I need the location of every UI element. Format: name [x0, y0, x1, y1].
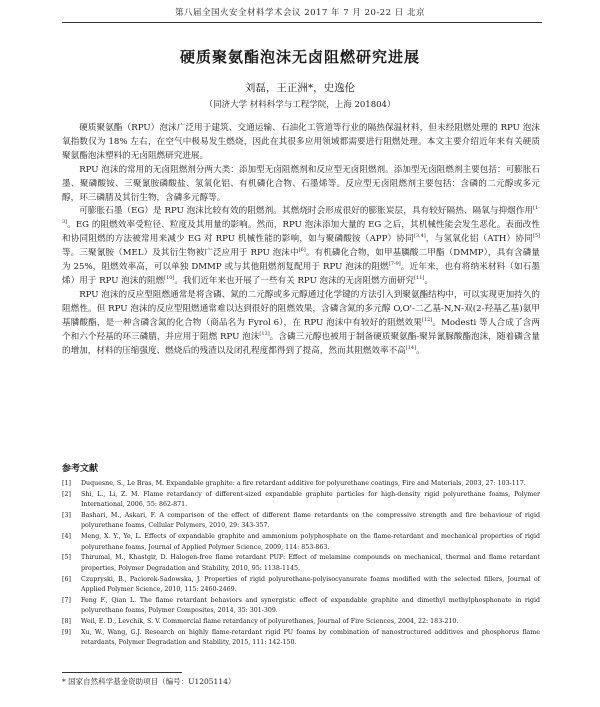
references-heading: 参考文献 — [62, 464, 99, 474]
reference-text: Thirumal, M., Khastgir, D. Halogen-free flame retardant PUF: Effect of melamine compounds on mechanical, thermal and flame retardant properties, Polymer Degradation and Stability, 2010, 95: 1138-1145. — [81, 554, 540, 572]
reference-text: Bashari, M., Askari, F. A comparison of the effect of different flame retardants on the compressive strength and fire behaviour of rigid polyurethane foams, Cellular Polymers, 2010, 29: 343-357. — [81, 512, 540, 530]
citation: [1-3] — [62, 205, 540, 226]
paragraph-4-text: RPU 泡沫的反应型阻燃通常是将含磷、氮的二元醇或多元醇通过化学键的方法引入到聚氨酯结构中，可以实现更加持久的阻燃性。但 RPU 泡沫的反应型阻燃通常难以达到很好的阻燃效果，含磷含氮的多元醇 O,O'-二乙基-N,N-双(2-羟基乙基)氨甲基膦酸酯，是一种含磷含氮的化合物（商品名为 Fyrol 6），在 RPU 泡沫中有较好的阻燃效果 — [62, 289, 540, 328]
header-rule — [62, 22, 542, 23]
reference-text: Czupryski, B., Paciorek-Sadowska, J. Properties of rigid polyurethane-polyisocyanurate foams modified with the selected fillers, Journal of Applied Polymer Science, 2010, 115: 2460-2469. — [81, 575, 540, 593]
citation: [14] — [405, 344, 417, 351]
reference-number: [6] — [62, 575, 71, 583]
reference-item — [62, 490, 540, 511]
reference-item — [62, 596, 540, 617]
paragraph-3-text: 。我们近年来也开展了一些有关 RPU 泡沫的无卤阻燃方面研究 — [174, 275, 415, 286]
paragraph-3-text: ，与氢氧化铝（ATH）协同 — [425, 234, 533, 245]
paragraph-4-text: 。Modesti 等人合成了含两个和六个羟基的环三磷腈，并应用于阻燃 RPU 泡沫 — [62, 317, 540, 342]
paragraph-4-text: 。 — [416, 345, 425, 356]
citation: [12] — [421, 316, 433, 323]
reference-text: Meng, X. Y., Ye, L. Effects of expandable graphite and ammonium polyphosphate on the flame-retardant and mechanical properties of rigid polyurethane foams, Journal of Applied Polymer Science, 2009, 114: 853-863. — [81, 533, 540, 551]
paragraph-3 — [62, 205, 540, 288]
paragraph-2-text: RPU 泡沫的常用的无卤阻燃剂分两大类：添加型无卤阻燃剂和反应型无卤阻燃剂。添加型无卤阻燃剂主要包括：可膨胀石墨、聚磷酸铵、三聚氰胺磷酸盐、氢氧化铝、有机磷化合物、石墨烯等。反应型无卤阻燃剂主要包括：含磷的二元醇或多元醇，环三磷腈及其衍生物，含磷多元醇等。 — [62, 164, 540, 203]
reference-text: Weil, E. D., Levchik, S. V. Commercial flame retardancy of polyurethanes, Journal of Fire Sciences, 2004, 22: 183-210. — [81, 618, 459, 626]
funding-footnote: * 国家自然科学基金资助项目（编号：U1205114） — [62, 677, 236, 686]
reference-text: Feng F., Qian L. The flame retardant behaviors and synergistic effect of expandable graphite and dimethyl methylphosphonate in rigid polyurethane foams, Polymer Composites, 2014, 35: 301-309. — [81, 596, 540, 615]
paragraph-3-text: 。 — [424, 275, 433, 286]
reference-list — [62, 479, 540, 649]
citation: [10] — [164, 275, 175, 282]
paper-title: 硬质聚氨酯泡沫无卤阻燃研究进展 — [179, 48, 420, 66]
citation: [3,4] — [413, 233, 426, 240]
citation: [5] — [532, 233, 540, 240]
reference-number: [7] — [62, 596, 71, 604]
reference-item — [62, 575, 540, 596]
author-list: 刘磊，王正洲*，史逸伦 — [244, 82, 356, 94]
reference-item — [62, 532, 540, 553]
paragraph-3-text: 。EG 的阻燃效率受粒径、粒度及其用量的影响。然而，RPU 泡沫添加大量的 EG 之后，其机械性能会发生恶化。表面改性和协同阻燃的方法被常用来减少 EG 对 RPU 机械性能的影响，如与聚磷酸铵（APP）协同 — [62, 220, 540, 245]
reference-text: Xu, W., Wang, G.J. Research on highly flame-retardant rigid PU foams by combination of nanostructured additives and phosphorus flame retardants, Polymer Degradation and Stability, 2015, 111: 142-150. — [81, 628, 540, 647]
reference-number: [4] — [62, 533, 71, 541]
running-header: 第八届全国火安全材料学术会议 2017 年 7 月 20-22 日 北京 — [175, 8, 425, 18]
reference-text: Shi, L., Li, Z. M. Flame retardancy of different-sized expandable graphite particles for high-density rigid polyurethane foams, Polymer International, 2006, 55: 862-871. — [81, 490, 540, 509]
paragraph-1 — [62, 122, 540, 164]
reference-number: [2] — [62, 490, 71, 498]
reference-number: [5] — [62, 554, 71, 562]
paragraph-3-text: 可膨胀石墨（EG）是 RPU 泡沫比较有效的阻燃剂。其燃烧时会形成很好的膨胀炭层，具有较好隔热、隔氧与抑烟作用 — [79, 206, 534, 217]
footnote-rule — [62, 672, 182, 673]
reference-number: [1] — [62, 480, 71, 487]
reference-number: [3] — [62, 512, 71, 520]
paragraph-4-text: 。含磷三元醇也被用于制备硬质聚氨酯-聚异氰脲酸酯泡沫，随着磷含量的增加，材料的压缩强度、燃烧后的残渣以及闭孔程度都得到了提高，然而其阻燃效率不高 — [62, 331, 540, 356]
paragraph-3-text: 。近年来，也有将纳米材料（如石墨烯）用于 RPU 泡沫的阻燃 — [62, 262, 540, 286]
citation: [11] — [414, 275, 425, 282]
reference-item — [62, 553, 540, 574]
paragraph-3-text: 等。三聚氰胺（MEL）及其衍生物被广泛应用于 RPU 泡沫中 — [62, 248, 299, 259]
paragraph-4 — [62, 289, 540, 359]
citation: [7-9] — [388, 261, 401, 268]
reference-item — [62, 628, 540, 649]
citation: [6] — [298, 247, 306, 254]
affiliation: （同济大学 材料科学与工程学院，上海 201804） — [204, 100, 396, 110]
reference-item — [62, 617, 540, 627]
reference-number: [9] — [62, 628, 71, 636]
citation: [13] — [259, 330, 270, 337]
reference-number: [8] — [62, 618, 71, 626]
reference-item — [62, 479, 540, 489]
paragraph-1-text: 硬质聚氨酯（RPU）泡沫广泛用于建筑、交通运输、石油化工管道等行业的隔热保温材料，但未经阻燃处理的 RPU 泡沫氧指数仅为 18% 左右，在空气中极易发生燃烧，因此在其很多应用领域都需要进行阻燃处理。本文主要介绍近年来有关硬质聚氨酯泡沫塑料的无卤阻燃研究进展。 — [62, 123, 540, 161]
paragraph-3-text: 。有机磷化合物，如甲基膦酸二甲酯（DMMP），具有含磷量为 25%，阻燃效率高，可以单独 DMMP 或与其他阻燃剂复配用于 RPU 泡沫的阻燃 — [62, 248, 540, 273]
reference-text: Duquesne, S., Le Bras, M. Expandable graphite: a fire retardant additive for polyurethane coatings, Fire and Materials, 2003, 27: 103-117. — [81, 480, 526, 487]
reference-item — [62, 511, 540, 532]
body-text — [62, 122, 540, 358]
paragraph-2 — [62, 164, 540, 206]
